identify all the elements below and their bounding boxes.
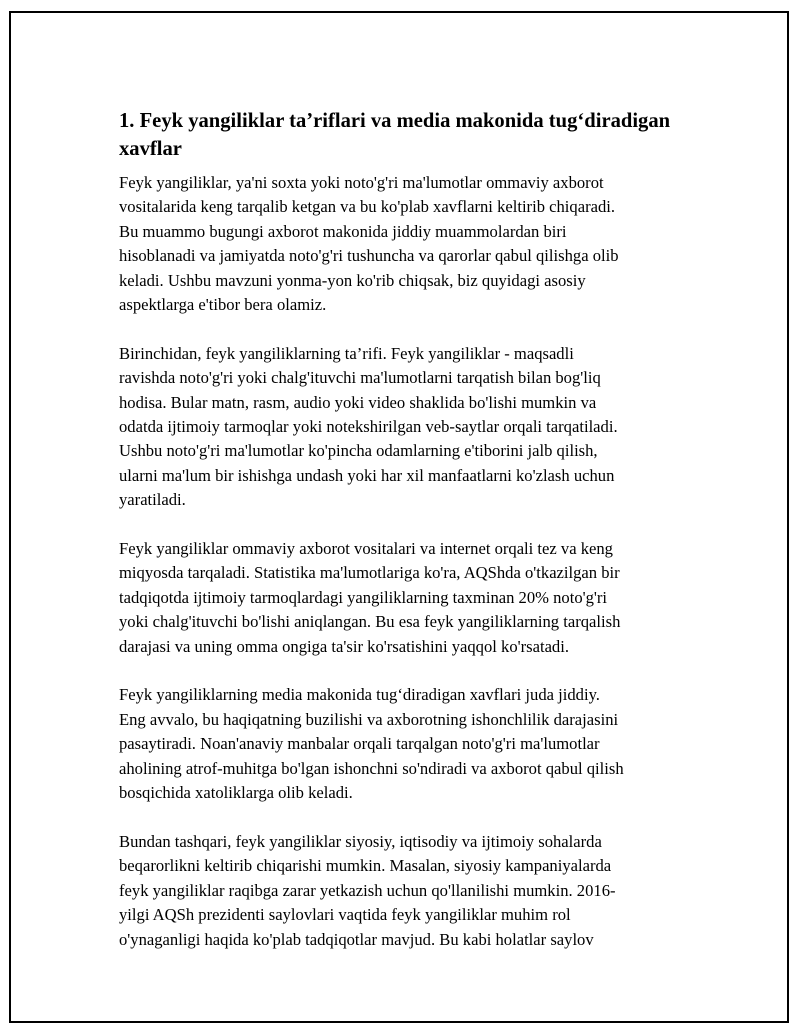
text-line: miqyosda tarqaladi. Statistika ma'lumotlariga ko'ra, AQShda o'tkazilgan bir <box>119 563 620 583</box>
text-line: tadqiqotda ijtimoiy tarmoqlardagi yangiliklarning taxminan 20% noto'g'ri <box>119 587 608 607</box>
text-line: Eng avvalo, bu haqiqatning buzilishi va axborotning ishonchlilik darajasini <box>119 709 619 729</box>
text-line: Feyk yangiliklar, ya'ni soxta yoki noto'g'ri ma'lumotlar ommaviy axborot <box>119 173 604 192</box>
document-body <box>119 107 699 976</box>
text-line: Birinchidan, feyk yangiliklarning ta’rifi. Feyk yangiliklar - maqsadli <box>119 343 574 363</box>
text-line: o'ynaganligi haqida ko'plab tadqiqotlar mavjud. Bu kabi holatlar saylov <box>119 929 594 949</box>
text-line: Feyk yangiliklarning media makonida tug‘diradigan xavflari juda jiddiy. <box>119 685 600 705</box>
text-line: feyk yangiliklar raqibga zarar yetkazish uchun qo'llanilishi mumkin. 2016- <box>119 880 616 900</box>
text-line: keladi. Ushbu mavzuni yonma-yon ko'rib chiqsak, biz quyidagi asosiy <box>119 270 586 290</box>
text-line: Feyk yangiliklar ommaviy axborot vositalari va internet orqali tez va keng <box>119 539 613 559</box>
text-line: aspektlarga e'tibor bera olamiz. <box>119 295 327 315</box>
text-line: hodisa. Bular matn, rasm, audio yoki video shaklida bo'lishi mumkin va <box>119 392 597 412</box>
paragraph <box>119 537 699 659</box>
paragraph <box>119 171 699 317</box>
text-line: vositalarida keng tarqalib ketgan va bu ko'plab xavflarni keltirib chiqaradi. <box>119 197 616 217</box>
text-line: yilgi AQSh prezidenti saylovlari vaqtida feyk yangiliklar muhim rol <box>119 905 571 925</box>
text-line: bosqichida xatoliklarga olib keladi. <box>119 783 353 803</box>
paragraph <box>119 683 699 805</box>
section-heading <box>119 107 699 163</box>
text-line: darajasi va uning omma ongiga ta'sir ko'rsatishini yaqqol ko'rsatadi. <box>119 636 569 656</box>
text-line: ularni ma'lum bir ishishga undash yoki har xil manfaatlarni ko'zlash uchun <box>119 465 615 485</box>
text-line: pasaytiradi. Noan'anaviy manbalar orqali tarqalgan noto'g'ri ma'lumotlar <box>119 734 600 754</box>
text-line: odatda ijtimoiy tarmoqlar yoki notekshirilgan veb-saytlar orqali tarqatiladi. <box>119 417 618 437</box>
text-line: hisoblanadi va jamiyatda noto'g'ri tushuncha va qarorlar qabul qilishga olib <box>119 246 619 266</box>
page-frame <box>9 11 789 1023</box>
text-line: beqarorlikni keltirib chiqarishi mumkin. Masalan, siyosiy kampaniyalarda <box>119 856 612 876</box>
heading-line: 1. Feyk yangiliklar ta’riflari va media makonida tug‘diradigan <box>119 110 671 132</box>
text-line: Bundan tashqari, feyk yangiliklar siyosiy, iqtisodiy va ijtimoiy sohalarda <box>119 831 602 851</box>
text-line: aholining atrof-muhitga bo'lgan ishonchni so'ndiradi va axborot qabul qilish <box>119 758 624 778</box>
text-line: Ushbu noto'g'ri ma'lumotlar ko'pincha odamlarning e'tiborini jalb qilish, <box>119 441 598 461</box>
paragraph <box>119 830 699 952</box>
text-line: yoki chalg'ituvchi bo'lishi aniqlangan. Bu esa feyk yangiliklarning tarqalish <box>119 612 621 632</box>
text-line: ravishda noto'g'ri yoki chalg'ituvchi ma'lumotlarni tarqatish bilan bog'liq <box>119 368 601 388</box>
text-line: Bu muammo bugungi axborot makonida jiddiy muammolardan biri <box>119 221 567 241</box>
paragraph <box>119 342 699 513</box>
heading-line: xavflar <box>119 138 182 160</box>
text-line: yaratiladi. <box>119 490 186 510</box>
